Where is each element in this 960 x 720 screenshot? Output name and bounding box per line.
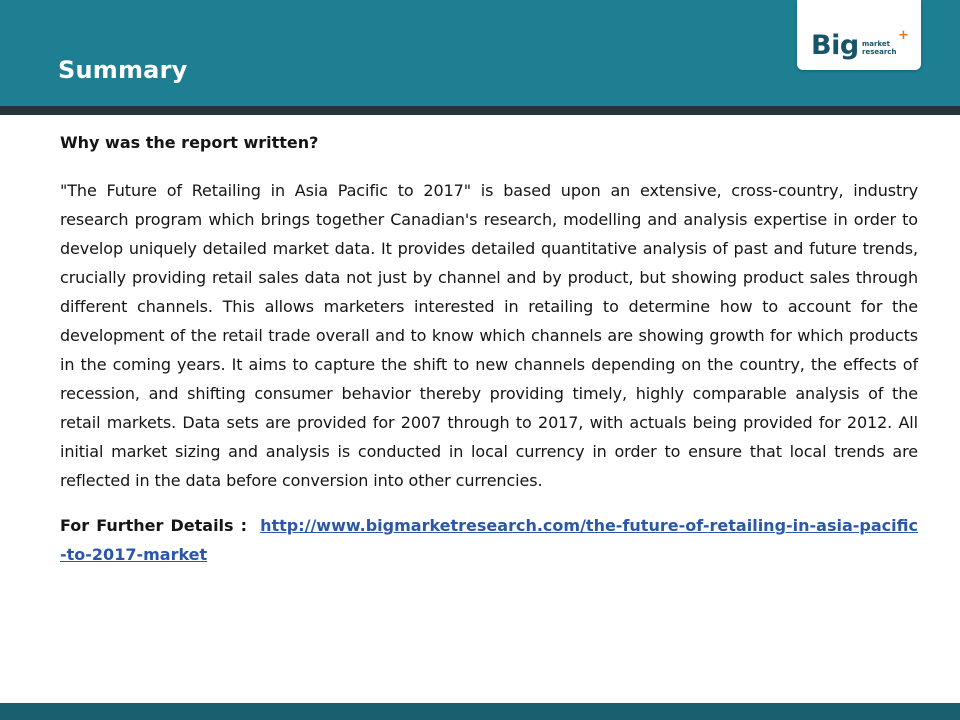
summary-content: [60, 130, 918, 569]
logo-word: Big: [811, 30, 859, 61]
logo-subtext: [862, 40, 896, 56]
brand-logo: [797, 0, 921, 70]
logo-subtext-line2: research: [862, 48, 897, 56]
logo-plus-icon: +: [898, 28, 909, 43]
summary-paragraph: "The Future of Retailing in Asia Pacific to 2017" is based upon an extensive, cross-country, industry research program which brings together Canadian's research, modelling and analysis expertise in order to develop uniquely detailed market data. It provides detailed quantitative analysis of past and future trends, crucially providing retail sales data not just by channel and by product, but showing product sales through different channels. This allows marketers interested in retailing to determine how to account for the development of the retail trade overall and to know which channels are showing growth for which products in the coming years. It aims to capture the shift to new channels depending on the country, the effects of recession, and shifting consumer behavior thereby providing timely, highly comparable analysis of the retail markets. Data sets are provided for 2007 through to 2017, with actuals being provided for 2012. All initial market sizing and analysis is conducted in local currency in order to ensure that local trends are reflected in the data before conversion into other currencies.: [60, 181, 918, 490]
section-heading: Why was the report written?: [60, 133, 319, 152]
further-details-label: For Further Details :: [60, 516, 248, 535]
further-details: [60, 511, 918, 569]
header-divider: [0, 106, 960, 115]
footer-band: [0, 703, 960, 720]
page-title: Summary: [58, 56, 188, 84]
report-link[interactable]: http://www.bigmarketresearch.com/the-future-of-retailing-in-asia-pacific-to-2017-market: [60, 516, 918, 564]
logo-subtext-line1: market: [862, 40, 891, 48]
